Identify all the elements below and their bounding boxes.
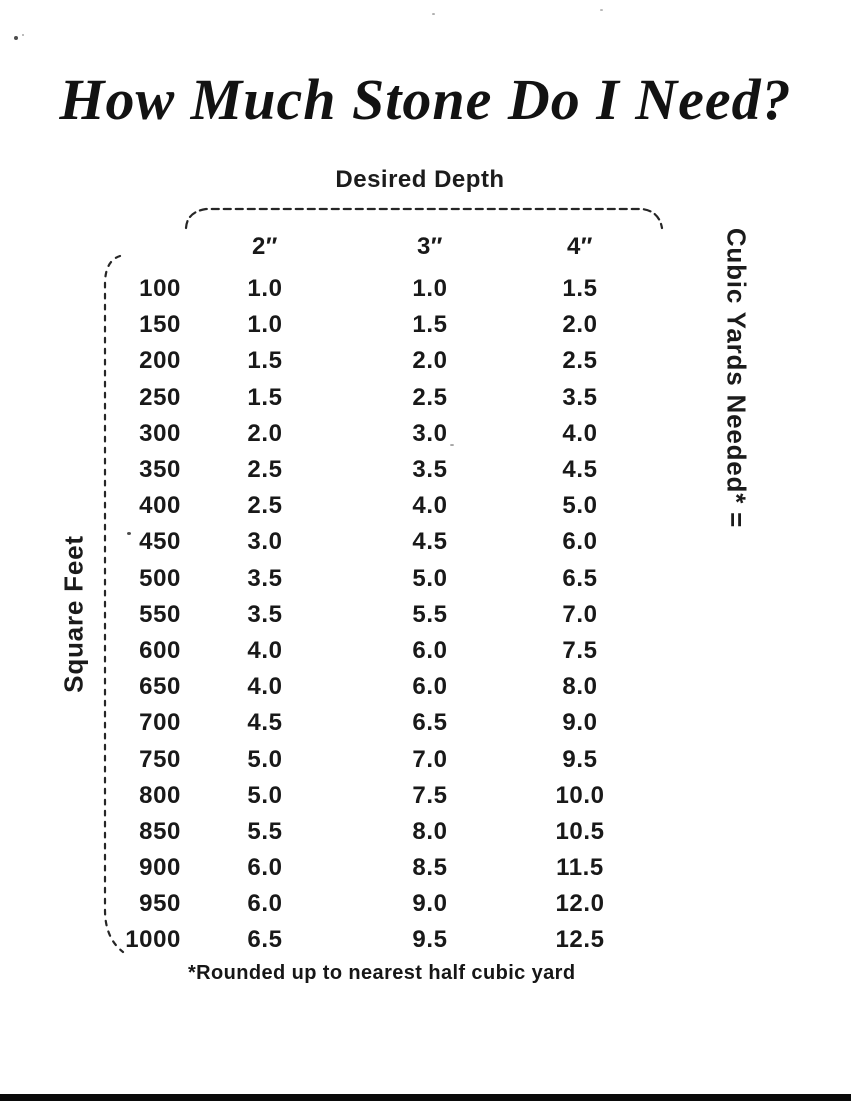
page-title: How Much Stone Do I Need?: [59, 67, 792, 132]
table-row: [115, 705, 645, 741]
depth-column-header: 3″: [416, 233, 444, 260]
cubic-yards-cell: 9.5: [412, 926, 448, 954]
footnote: *Rounded up to nearest half cubic yard: [188, 962, 576, 984]
cubic-yards-cell: 1.5: [247, 383, 283, 411]
table-row: [115, 669, 645, 705]
square-feet-cell: 450: [139, 528, 181, 556]
cubic-yards-cell: 8.0: [412, 817, 448, 845]
cubic-yards-cell: 9.5: [562, 745, 598, 773]
square-feet-cell: 650: [139, 673, 181, 701]
scan-artifact: [450, 444, 454, 446]
square-feet-cell: 1000: [125, 926, 181, 954]
cubic-yards-cell: 2.5: [562, 347, 598, 375]
cubic-yards-cell: 3.5: [247, 600, 283, 628]
cubic-yards-cell: 4.5: [247, 709, 283, 737]
square-feet-cell: 850: [139, 817, 181, 845]
square-feet-cell: 100: [139, 275, 181, 303]
square-feet-cell: 150: [139, 311, 181, 339]
cubic-yards-cell: 2.0: [247, 419, 283, 447]
cubic-yards-cell: 4.5: [412, 528, 448, 556]
cubic-yards-cell: 2.5: [412, 383, 448, 411]
square-feet-cell: 600: [139, 636, 181, 664]
cubic-yards-cell: 6.5: [562, 564, 598, 592]
square-feet-cell: 250: [139, 383, 181, 411]
cubic-yards-cell: 4.0: [247, 673, 283, 701]
table-row: [115, 814, 645, 850]
cubic-yards-cell: 7.0: [562, 600, 598, 628]
table-row: [115, 633, 645, 669]
cubic-yards-cell: 12.0: [555, 890, 605, 918]
cubic-yards-cell: 1.5: [247, 347, 283, 375]
square-feet-cell: 750: [139, 745, 181, 773]
desired-depth-label: Desired Depth: [335, 166, 505, 193]
cubic-yards-cell: 5.5: [247, 817, 283, 845]
stone-table: [115, 271, 645, 959]
square-feet-cell: 300: [139, 419, 181, 447]
cubic-yards-cell: 1.0: [247, 275, 283, 303]
cubic-yards-cell: 8.0: [562, 673, 598, 701]
square-feet-cell: 500: [139, 564, 181, 592]
cubic-yards-cell: 6.0: [247, 854, 283, 882]
cubic-yards-cell: 1.0: [247, 311, 283, 339]
scan-artifact: [600, 9, 603, 11]
cubic-yards-cell: 11.5: [556, 854, 604, 882]
cubic-yards-axis-label: Cubic Yards Needed* =: [721, 227, 752, 529]
cubic-yards-cell: 3.5: [562, 383, 598, 411]
table-row: [115, 597, 645, 633]
table-row: [115, 416, 645, 452]
square-feet-cell: 900: [139, 854, 181, 882]
cubic-yards-cell: 1.5: [412, 311, 448, 339]
depth-column-header: 2″: [251, 233, 279, 260]
cubic-yards-cell: 7.5: [412, 781, 448, 809]
cubic-yards-cell: 3.0: [247, 528, 283, 556]
table-row: [115, 922, 645, 958]
depth-column-header: 4″: [566, 233, 594, 260]
cubic-yards-cell: 5.5: [412, 600, 448, 628]
cubic-yards-cell: 2.0: [562, 311, 598, 339]
cubic-yards-cell: 1.0: [412, 275, 448, 303]
cubic-yards-cell: 6.0: [412, 673, 448, 701]
table-row: [115, 778, 645, 814]
table-row: [115, 886, 645, 922]
cubic-yards-cell: 4.5: [562, 456, 598, 484]
cubic-yards-cell: 7.0: [412, 745, 448, 773]
table-row: [115, 561, 645, 597]
cubic-yards-cell: 10.0: [555, 781, 605, 809]
cubic-yards-cell: 2.5: [247, 492, 283, 520]
cubic-yards-cell: 4.0: [247, 636, 283, 664]
cubic-yards-cell: 5.0: [412, 564, 448, 592]
cubic-yards-cell: 3.5: [412, 456, 448, 484]
cubic-yards-cell: 3.5: [247, 564, 283, 592]
cubic-yards-cell: 6.5: [247, 926, 283, 954]
depth-header-row: [115, 229, 645, 265]
square-feet-cell: 200: [139, 347, 181, 375]
square-feet-cell: 800: [139, 781, 181, 809]
table-row: [115, 741, 645, 777]
cubic-yards-cell: 9.0: [562, 709, 598, 737]
cubic-yards-cell: 8.5: [412, 854, 448, 882]
scan-artifact: [14, 36, 18, 40]
scan-artifact: [22, 34, 24, 36]
table-row: [115, 343, 645, 379]
cubic-yards-cell: 5.0: [247, 745, 283, 773]
scan-bottom-bar: [0, 1094, 851, 1101]
cubic-yards-cell: 6.5: [412, 709, 448, 737]
table-row: [115, 307, 645, 343]
cubic-yards-cell: 6.0: [562, 528, 598, 556]
cubic-yards-cell: 1.5: [562, 275, 598, 303]
scan-artifact: [432, 13, 435, 15]
square-feet-cell: 950: [139, 890, 181, 918]
cubic-yards-cell: 6.0: [247, 890, 283, 918]
scan-artifact: [127, 532, 131, 535]
table-row: [115, 850, 645, 886]
table-row: [115, 380, 645, 416]
cubic-yards-cell: 7.5: [562, 636, 598, 664]
cubic-yards-cell: 10.5: [555, 817, 605, 845]
table-row: [115, 488, 645, 524]
square-feet-cell: 350: [139, 456, 181, 484]
square-feet-axis-label: Square Feet: [58, 535, 89, 693]
cubic-yards-cell: 5.0: [562, 492, 598, 520]
square-feet-cell: 550: [139, 600, 181, 628]
table-row: [115, 524, 645, 560]
square-feet-cell: 400: [139, 492, 181, 520]
cubic-yards-cell: 2.5: [247, 456, 283, 484]
cubic-yards-cell: 9.0: [412, 890, 448, 918]
cubic-yards-cell: 3.0: [412, 419, 448, 447]
square-feet-cell: 700: [139, 709, 181, 737]
cubic-yards-cell: 2.0: [412, 347, 448, 375]
cubic-yards-cell: 6.0: [412, 636, 448, 664]
cubic-yards-cell: 4.0: [412, 492, 448, 520]
cubic-yards-cell: 4.0: [562, 419, 598, 447]
table-row: [115, 452, 645, 488]
table-row: [115, 271, 645, 307]
cubic-yards-cell: 5.0: [247, 781, 283, 809]
cubic-yards-cell: 12.5: [555, 926, 605, 954]
